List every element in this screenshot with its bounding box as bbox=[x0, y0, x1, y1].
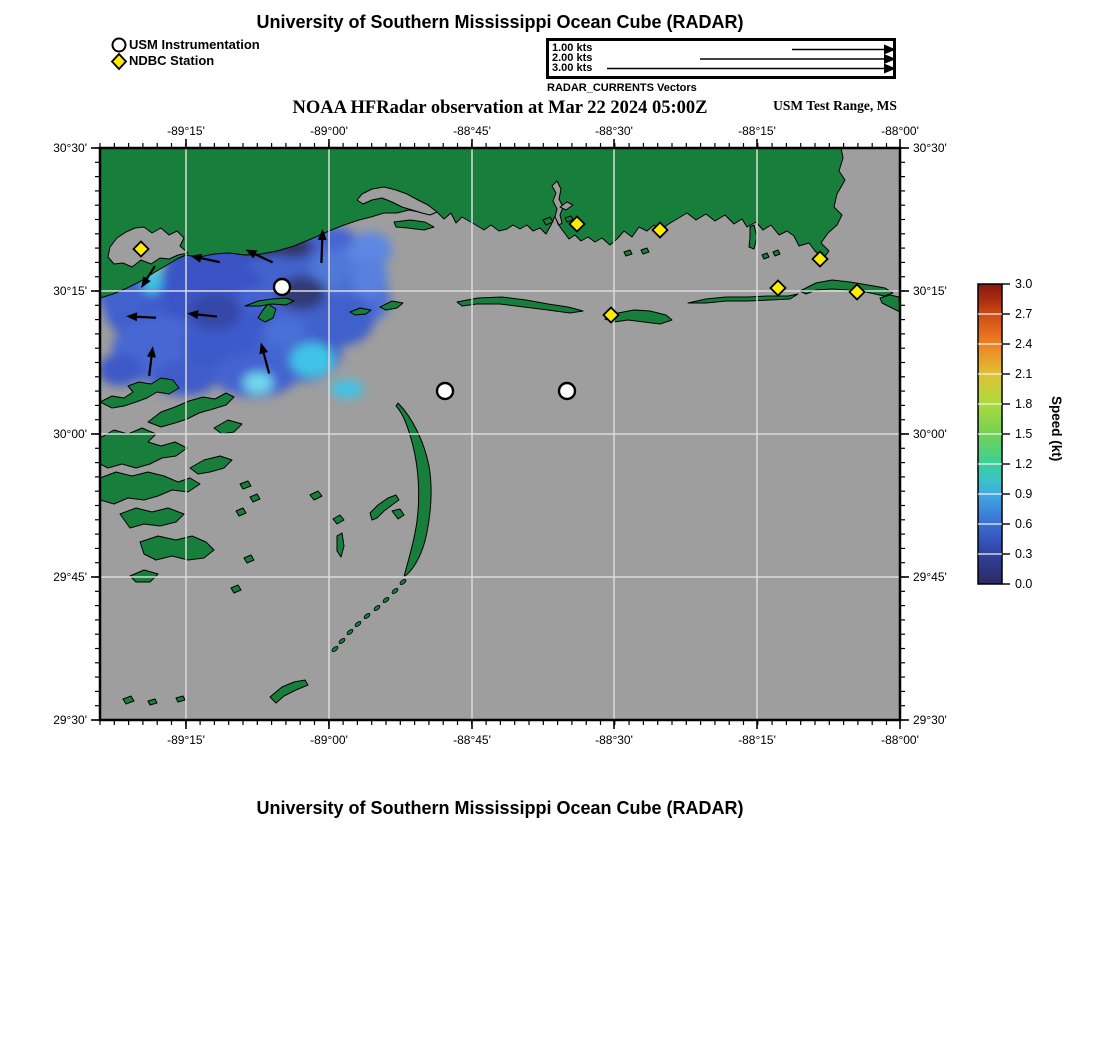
lon-tick-label-bottom: -88°30' bbox=[595, 733, 633, 747]
colorbar-title: Speed (kt) bbox=[1049, 396, 1064, 462]
speed-blob bbox=[330, 380, 364, 398]
lon-tick-label-top: -88°15' bbox=[738, 124, 776, 138]
speed-colorbar bbox=[978, 277, 1064, 591]
vector-scale-box bbox=[546, 38, 896, 79]
lon-tick-label-top: -88°00' bbox=[881, 124, 919, 138]
lat-tick-label-right: 30°30' bbox=[913, 141, 947, 155]
colorbar-tick-label: 1.8 bbox=[1015, 397, 1033, 411]
scale-2kt-label: 2.00 kts bbox=[552, 52, 593, 64]
lat-tick-label-left: 30°15' bbox=[53, 284, 87, 298]
speed-blob bbox=[98, 354, 142, 386]
lon-tick-label-top: -88°30' bbox=[595, 124, 633, 138]
legend-ndbc-station-label: NDBC Station bbox=[129, 53, 215, 68]
current-arrow-shaft bbox=[134, 317, 156, 318]
usm-station-marker bbox=[274, 279, 290, 295]
colorbar-tick-label: 2.4 bbox=[1015, 337, 1033, 351]
lon-tick-label-bottom: -88°15' bbox=[738, 733, 776, 747]
usm-instrumentation-legend-icon bbox=[113, 39, 126, 52]
colorbar-tick-label: 2.7 bbox=[1015, 307, 1033, 321]
lon-tick-label-bottom: -88°45' bbox=[453, 733, 491, 747]
lat-tick-label-right: 30°15' bbox=[913, 284, 947, 298]
footer-title: University of Southern Mississippi Ocean Cube (RADAR) bbox=[256, 798, 744, 818]
scale-1kt-label: 1.00 kts bbox=[552, 42, 593, 54]
lat-tick-label-right: 29°45' bbox=[913, 570, 947, 584]
lat-tick-label-left: 29°30' bbox=[53, 713, 87, 727]
lon-tick-label-bottom: -88°00' bbox=[881, 733, 919, 747]
usm-station-marker bbox=[437, 383, 453, 399]
scale-3kt-label: 3.00 kts bbox=[552, 61, 593, 74]
lat-tick-label-left: 30°00' bbox=[53, 427, 87, 441]
colorbar-tick-label: 0.9 bbox=[1015, 487, 1033, 501]
usm-station-marker bbox=[559, 383, 575, 399]
lon-tick-label-bottom: -89°15' bbox=[167, 733, 205, 747]
colorbar-tick-label: 2.1 bbox=[1015, 367, 1033, 381]
current-arrow-shaft bbox=[321, 237, 322, 263]
colorbar-tick-label: 0.0 bbox=[1015, 577, 1033, 591]
test-range-label: USM Test Range, MS bbox=[773, 98, 897, 113]
figure-title: University of Southern Mississippi Ocean Cube (RADAR) bbox=[256, 12, 744, 32]
colorbar-tick-label: 3.0 bbox=[1015, 277, 1033, 291]
lon-tick-label-bottom: -89°00' bbox=[310, 733, 348, 747]
speed-blob bbox=[290, 343, 334, 377]
speed-blob bbox=[263, 318, 303, 346]
lat-tick-label-left: 30°30' bbox=[53, 141, 87, 155]
speed-blob bbox=[352, 258, 388, 298]
lon-tick-label-top: -89°00' bbox=[310, 124, 348, 138]
speed-blob bbox=[243, 372, 273, 394]
colorbar-tick-label: 1.2 bbox=[1015, 457, 1033, 471]
colorbar-tick-label: 1.5 bbox=[1015, 427, 1033, 441]
lat-tick-label-right: 30°00' bbox=[913, 427, 947, 441]
lon-tick-label-top: -89°15' bbox=[167, 124, 205, 138]
observation-subtitle: NOAA HFRadar observation at Mar 22 2024 05:00Z bbox=[292, 98, 708, 118]
lat-tick-label-right: 29°30' bbox=[913, 713, 947, 727]
lat-tick-label-left: 29°45' bbox=[53, 570, 87, 584]
lon-tick-label-top: -88°45' bbox=[453, 124, 491, 138]
legend-usm-instrumentation-label: USM Instrumentation bbox=[129, 37, 260, 52]
ndbc-station-legend-icon bbox=[112, 54, 126, 69]
vector-scale-caption: RADAR_CURRENTS Vectors bbox=[547, 82, 697, 94]
colorbar-tick-label: 0.6 bbox=[1015, 517, 1033, 531]
colorbar-tick-label: 0.3 bbox=[1015, 547, 1033, 561]
